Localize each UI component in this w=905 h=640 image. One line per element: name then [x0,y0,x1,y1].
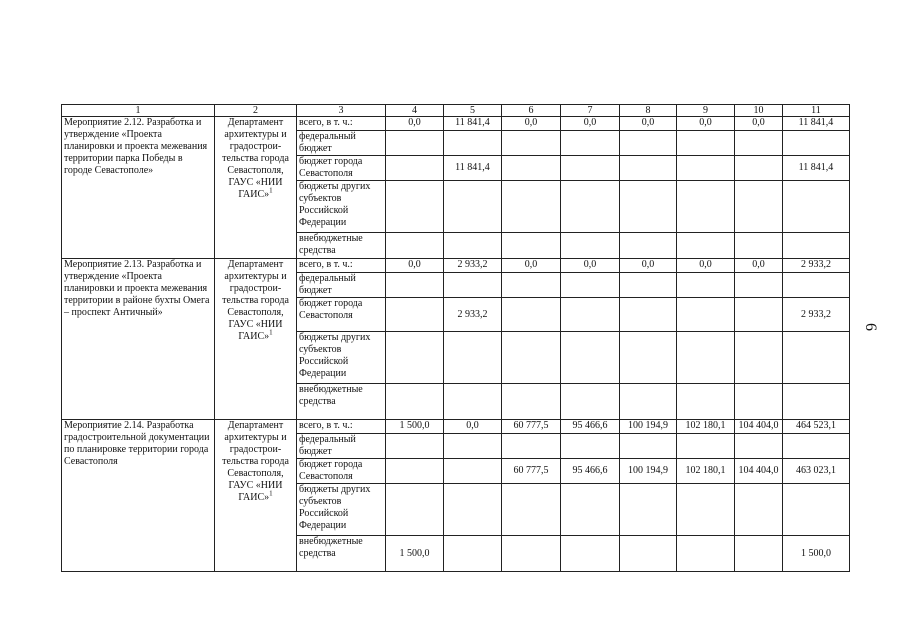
amount-cell [502,384,561,420]
amount-cell [502,332,561,384]
amount-cell [386,181,444,233]
footnote-mark: 1 [269,328,273,337]
funding-source-label: федеральный бюджет [297,273,386,298]
amount-cell: 95 466,6 [561,420,620,434]
amount-cell [386,273,444,298]
amount-cell [620,484,677,536]
amount-cell [444,233,502,259]
table-body [62,105,850,572]
amount-cell [386,156,444,181]
amount-cell: 11 841,4 [783,156,850,181]
amount-cell [444,484,502,536]
amount-cell [444,131,502,156]
amount-cell [620,156,677,181]
amount-cell [386,131,444,156]
amount-cell [444,459,502,484]
amount-cell [677,536,735,572]
amount-cell [783,233,850,259]
column-number: 10 [735,105,783,117]
amount-cell: 0,0 [620,259,677,273]
funding-source-label: бюджет города Севастополя [297,156,386,181]
amount-cell [561,233,620,259]
amount-cell [783,384,850,420]
amount-cell [620,298,677,332]
amount-cell [735,384,783,420]
amount-cell: 102 180,1 [677,420,735,434]
amount-cell: 100 194,9 [620,420,677,434]
amount-cell: 2 933,2 [444,259,502,273]
amount-cell: 0,0 [677,117,735,131]
amount-cell: 0,0 [444,420,502,434]
funding-source-label: федеральный бюджет [297,131,386,156]
amount-cell [444,434,502,459]
column-number: 2 [215,105,297,117]
amount-cell [735,298,783,332]
amount-cell: 104 404,0 [735,459,783,484]
amount-cell: 0,0 [502,259,561,273]
amount-cell: 0,0 [735,259,783,273]
funding-source-label: бюджеты других субъектов Российской Федерации [297,484,386,536]
amount-cell [735,131,783,156]
amount-cell: 2 933,2 [783,298,850,332]
funding-source-label: внебюджетные средства [297,384,386,420]
measure-title: Мероприятие 2.14. Разработка градостроительной документации по планировке территории города Севастополя [62,420,215,572]
amount-cell: 0,0 [386,259,444,273]
financing-table [61,104,850,572]
amount-cell: 463 023,1 [783,459,850,484]
amount-cell [735,273,783,298]
amount-cell: 1 500,0 [783,536,850,572]
funding-source-label: внебюджетные средства [297,536,386,572]
funding-source-label: федеральный бюджет [297,434,386,459]
amount-cell [386,298,444,332]
amount-cell [561,181,620,233]
amount-cell [783,273,850,298]
footnote-mark: 1 [269,489,273,498]
amount-cell [783,131,850,156]
amount-cell: 102 180,1 [677,459,735,484]
amount-cell: 464 523,1 [783,420,850,434]
amount-cell [735,434,783,459]
amount-cell [735,536,783,572]
amount-cell: 100 194,9 [620,459,677,484]
amount-cell: 0,0 [620,117,677,131]
amount-cell [444,384,502,420]
amount-cell [502,273,561,298]
amount-cell: 60 777,5 [502,459,561,484]
amount-cell [561,131,620,156]
amount-cell [620,434,677,459]
amount-cell: 1 500,0 [386,420,444,434]
measure-executor [215,420,297,572]
amount-cell [502,156,561,181]
amount-cell [444,273,502,298]
amount-cell [735,484,783,536]
executor-text: Департамент архитектуры и градострои-тельства города Севастополя, ГАУС «НИИ ГАИС» [222,117,289,200]
funding-source-label: бюджеты других субъектов Российской Федерации [297,332,386,384]
amount-cell [677,434,735,459]
amount-cell [620,536,677,572]
table-row [62,117,850,131]
funding-source-label: всего, в т. ч.: [297,117,386,131]
amount-cell [677,332,735,384]
amount-cell: 11 841,4 [783,117,850,131]
amount-cell [783,434,850,459]
amount-cell [783,332,850,384]
amount-cell [561,332,620,384]
amount-cell [677,233,735,259]
funding-source-label: бюджет города Севастополя [297,459,386,484]
amount-cell [386,459,444,484]
amount-cell [620,131,677,156]
amount-cell [561,384,620,420]
amount-cell [620,233,677,259]
page-number: 6 [862,323,879,331]
amount-cell [561,156,620,181]
amount-cell [502,484,561,536]
amount-cell [677,273,735,298]
amount-cell [561,536,620,572]
funding-source-label: бюджеты других субъектов Российской Федерации [297,181,386,233]
amount-cell: 1 500,0 [386,536,444,572]
amount-cell: 0,0 [502,117,561,131]
amount-cell [561,273,620,298]
amount-cell [620,273,677,298]
amount-cell [502,233,561,259]
amount-cell [677,181,735,233]
amount-cell [502,131,561,156]
amount-cell: 0,0 [677,259,735,273]
column-number: 8 [620,105,677,117]
amount-cell [386,434,444,459]
column-number: 9 [677,105,735,117]
measure-executor [215,259,297,420]
amount-cell [620,384,677,420]
amount-cell [735,233,783,259]
column-number: 6 [502,105,561,117]
amount-cell: 2 933,2 [783,259,850,273]
table-row [62,420,850,434]
amount-cell: 95 466,6 [561,459,620,484]
amount-cell: 60 777,5 [502,420,561,434]
amount-cell: 11 841,4 [444,117,502,131]
column-number: 4 [386,105,444,117]
footnote-mark: 1 [269,186,273,195]
measure-title: Мероприятие 2.13. Разработка и утверждение «Проекта планировки и проекта межевания территории в районе бухты Омега – проспект Античный» [62,259,215,420]
amount-cell: 0,0 [735,117,783,131]
funding-source-label: всего, в т. ч.: [297,420,386,434]
amount-cell [677,484,735,536]
amount-cell [502,298,561,332]
executor-text: Департамент архитектуры и градострои-тельства города Севастополя, ГАУС «НИИ ГАИС» [222,420,289,503]
amount-cell: 104 404,0 [735,420,783,434]
funding-source-label: бюджет города Севастополя [297,298,386,332]
amount-cell [444,181,502,233]
amount-cell [620,181,677,233]
column-number: 1 [62,105,215,117]
column-number-row [62,105,850,117]
column-number: 7 [561,105,620,117]
amount-cell [620,332,677,384]
amount-cell [502,536,561,572]
amount-cell [444,332,502,384]
executor-text: Департамент архитектуры и градострои-тельства города Севастополя, ГАУС «НИИ ГАИС» [222,259,289,342]
amount-cell: 0,0 [386,117,444,131]
measure-title: Мероприятие 2.12. Разработка и утверждение «Проекта планировки и проекта межевания территории парка Победы в городе Севастополе» [62,117,215,259]
amount-cell [386,384,444,420]
amount-cell [783,181,850,233]
amount-cell [386,484,444,536]
amount-cell [735,156,783,181]
amount-cell [444,536,502,572]
amount-cell [561,484,620,536]
table-row [62,259,850,273]
amount-cell: 0,0 [561,117,620,131]
amount-cell [561,434,620,459]
column-number: 11 [783,105,850,117]
column-number: 3 [297,105,386,117]
funding-source-label: внебюджетные средства [297,233,386,259]
amount-cell [502,434,561,459]
amount-cell [386,233,444,259]
measure-executor [215,117,297,259]
funding-source-label: всего, в т. ч.: [297,259,386,273]
amount-cell [677,298,735,332]
amount-cell [502,181,561,233]
amount-cell [561,298,620,332]
amount-cell [783,484,850,536]
amount-cell: 11 841,4 [444,156,502,181]
amount-cell [735,181,783,233]
amount-cell [677,131,735,156]
amount-cell: 0,0 [561,259,620,273]
column-number: 5 [444,105,502,117]
amount-cell: 2 933,2 [444,298,502,332]
amount-cell [735,332,783,384]
amount-cell [677,384,735,420]
amount-cell [386,332,444,384]
amount-cell [677,156,735,181]
